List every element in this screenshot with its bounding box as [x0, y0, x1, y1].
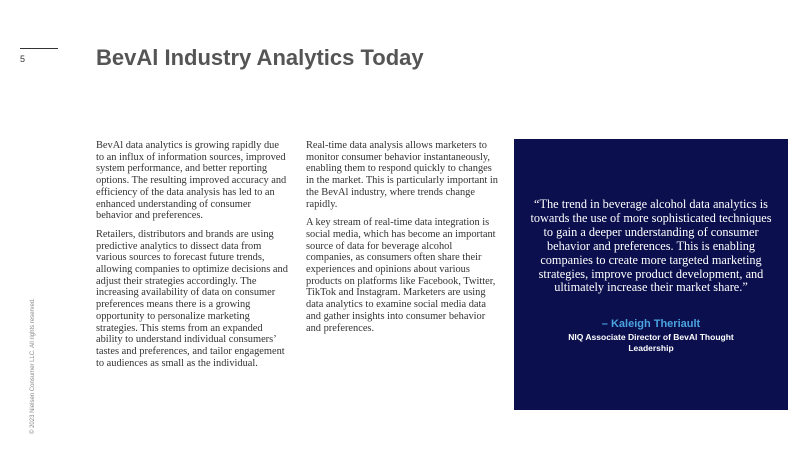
quote-author: – Kaleigh Theriault	[601, 318, 701, 330]
page-number: 5	[20, 54, 26, 64]
quote-author-role: NIQ Associate Director of BevAl Thought Leadership	[568, 332, 734, 353]
quote-panel	[514, 139, 788, 410]
paragraph: Retailers, distributors and brands are using predictive analytics to dissect data from various sources to forecast future trends, allowing companies to optimize decisions and adjust their strategies accordingly. The increasing availability of data on consumer preferences means there is a growing opportunity to personalize marketing strategies. This stems from an expanded ability to understand individual consumers’ tastes and preferences, and tailor engagement to audiences as small as the individual.	[96, 228, 288, 369]
paragraph: A key stream of real-time data integration is social media, which has become an important source of data for beverage alcohol companies, as consumers often share their experiences and opinions about various products on platforms like Facebook, Twitter, TikTok and Instagram. Marketers are using data analytics to examine social media data and gather insights into consumer behavior and preferences.	[306, 217, 496, 334]
quote-text: “The trend in beverage alcohol data analytics is towards the use of more sophisticated techniques to gain a deeper understanding of consumer behavior and preferences. This is enabling companies to create more targeted marketing strategies, improve product development, and ultimately increase their market share.”	[530, 197, 772, 295]
copyright-notice: © 2023 Nielsen Consumer LLC. All rights reserved.	[30, 298, 36, 434]
paragraph: Real-time data analysis allows marketers to monitor consumer behavior instantaneously, enabling them to respond quickly to changes in the market. This is particularly important in the BevAl industry, where trends change rapidly.	[306, 140, 498, 210]
body-column-middle	[306, 140, 498, 341]
page-number-rule	[20, 48, 58, 49]
paragraph: BevAl data analytics is growing rapidly due to an influx of information sources, improved system performance, and better reporting options. The resulting improved accuracy and efficiency of the data analysis has led to an enhanced understanding of consumer behavior and preferences.	[96, 140, 287, 222]
page-title: BevAl Industry Analytics Today	[96, 45, 424, 70]
body-column-left	[96, 140, 288, 376]
